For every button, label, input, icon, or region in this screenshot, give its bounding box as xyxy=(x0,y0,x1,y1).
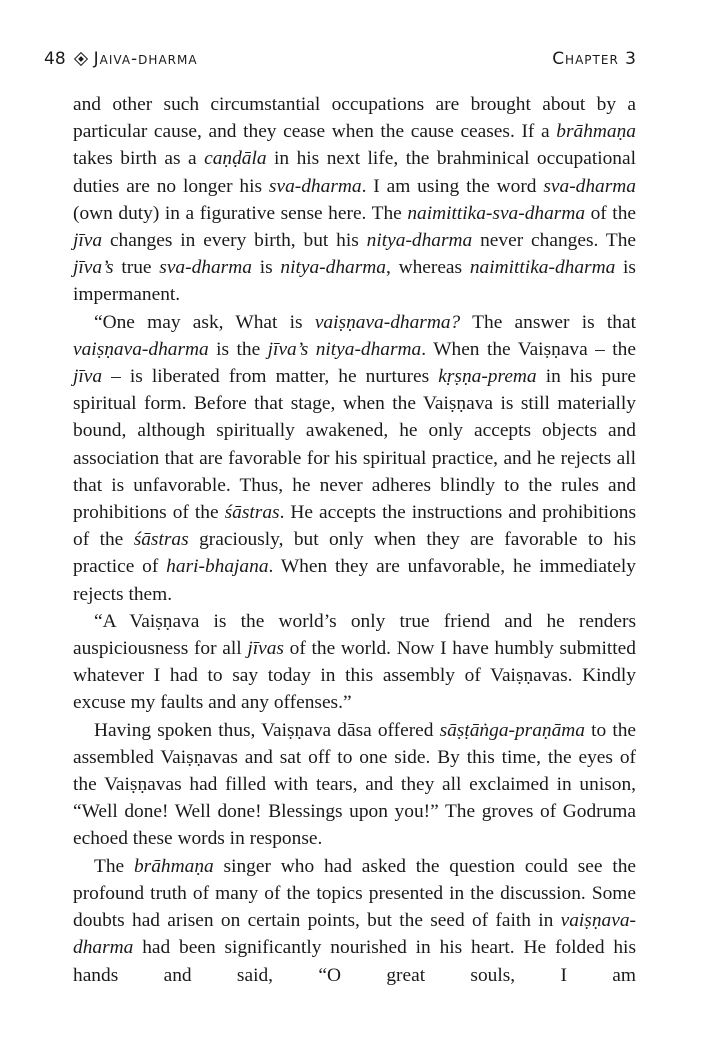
paragraph xyxy=(73,608,636,717)
text-run: to the assembled Vaiṣṇavas and sat off to one side. By this time, the eyes of the Vaiṣṇavas had filled with tears, and they all exclaimed in unison, “Well done! Well done! Blessings upon you!” The groves of Godruma echoed these words in response. xyxy=(73,719,637,850)
text-run: of the xyxy=(585,202,636,224)
diamond-ornament-icon xyxy=(74,52,88,66)
italic-term: śāstras xyxy=(224,502,280,524)
italic-term: vaiṣṇava-dharma xyxy=(73,910,636,959)
text-run: is impermanent. xyxy=(73,257,636,306)
text-run: . He accepts the instructions and prohibitions of the xyxy=(73,502,637,551)
italic-term: jīva xyxy=(73,366,103,388)
text-run: in his pure spiritual form. Before that stage, when the Vaiṣṇava is still materially bound, although spiritually awakened, he only accepts objects and association that are favorable for his spiritual practice, and he rejects all that is unfavorable. Thus, he never adheres blindly to the rules and prohibitions of the xyxy=(73,366,637,524)
italic-term: jīvas xyxy=(247,638,284,660)
text-run: “One may ask, What is xyxy=(94,311,315,333)
running-head xyxy=(44,46,637,72)
italic-term: sva-dharma xyxy=(543,175,636,197)
text-run: , whereas xyxy=(385,257,470,279)
italic-term: sva-dharma xyxy=(159,257,252,279)
paragraph xyxy=(73,309,636,608)
italic-term: jīva’s nitya-dharma xyxy=(267,338,422,360)
italic-term: hari-bhajana xyxy=(166,556,269,578)
text-run: Having spoken thus, Vaiṣṇava dāsa offered xyxy=(94,719,440,741)
italic-term: caṇḍāla xyxy=(204,148,267,170)
italic-term: brāhmaṇa xyxy=(133,855,214,877)
italic-term: jīva’s xyxy=(73,257,114,279)
text-run: . When the Vaiṣṇava – the xyxy=(421,338,636,360)
text-run: The xyxy=(94,855,134,877)
chapter-label: Chapter 3 xyxy=(552,49,637,69)
text-run: in his next life, the brahminical occupational duties are no longer his xyxy=(73,148,636,197)
italic-term: naimittika-dharma xyxy=(469,257,616,279)
text-run: changes in every birth, but his xyxy=(102,230,367,252)
italic-term: jīva xyxy=(73,230,103,252)
paragraph xyxy=(73,853,636,989)
italic-term: sva-dharma xyxy=(268,175,362,197)
text-run: takes birth as a xyxy=(73,148,205,170)
paragraph xyxy=(73,91,636,309)
text-run: . When they are unfavorable, he immediately rejects them. xyxy=(73,556,637,605)
paragraph xyxy=(73,717,636,853)
book-title: Jaiva-dharma xyxy=(93,49,198,69)
text-run: is the xyxy=(208,338,268,360)
text-run: “A Vaiṣṇava is the world’s only true friend and he renders auspiciousness for all xyxy=(73,610,636,660)
page-number: 48 xyxy=(44,49,66,69)
text-run: – is liberated from matter, he nurtures xyxy=(102,366,439,388)
italic-term: vaiṣṇava-dharma? xyxy=(314,311,461,333)
running-head-left xyxy=(44,49,198,69)
text-run: . I am using the word xyxy=(361,175,544,197)
italic-term: naimittika-sva-dharma xyxy=(407,202,586,224)
italic-term: śāstras xyxy=(133,529,189,551)
italic-term: nitya-dharma xyxy=(280,257,386,279)
italic-term: kṛṣṇa-prema xyxy=(438,366,537,388)
text-run: never changes. The xyxy=(472,230,637,252)
text-run: singer who had asked the question could see the profound truth of many of the topics presented in the discussion. Some doubts had arisen on certain points, but the seed of faith in xyxy=(73,855,637,932)
text-run: The answer is that xyxy=(460,311,636,333)
text-run: is xyxy=(251,257,281,279)
text-run: graciously, but only when they are favorable to his practice of xyxy=(73,529,636,578)
text-run: had been significantly nourished in his heart. He folded his hands and said, “O great souls, I am xyxy=(73,937,636,986)
text-run: of the world. Now I have humbly submitted whatever I had to say today in this assembly of Vaiṣṇavas. Kindly excuse my faults and any offenses.” xyxy=(73,638,636,714)
italic-term: sāṣṭāṅga-praṇāma xyxy=(439,719,586,741)
text-run: and other such circumstantial occupations are brought about by a particular cause, and they cease when the cause ceases. If a xyxy=(73,94,636,143)
italic-term: nitya-dharma xyxy=(366,230,473,252)
italic-term: vaiṣṇava-dharma xyxy=(73,338,209,360)
text-run: true xyxy=(113,257,160,279)
body-text xyxy=(73,91,636,989)
text-run: (own duty) in a figurative sense here. The xyxy=(73,202,408,224)
italic-term: brāhmaṇa xyxy=(556,121,636,143)
